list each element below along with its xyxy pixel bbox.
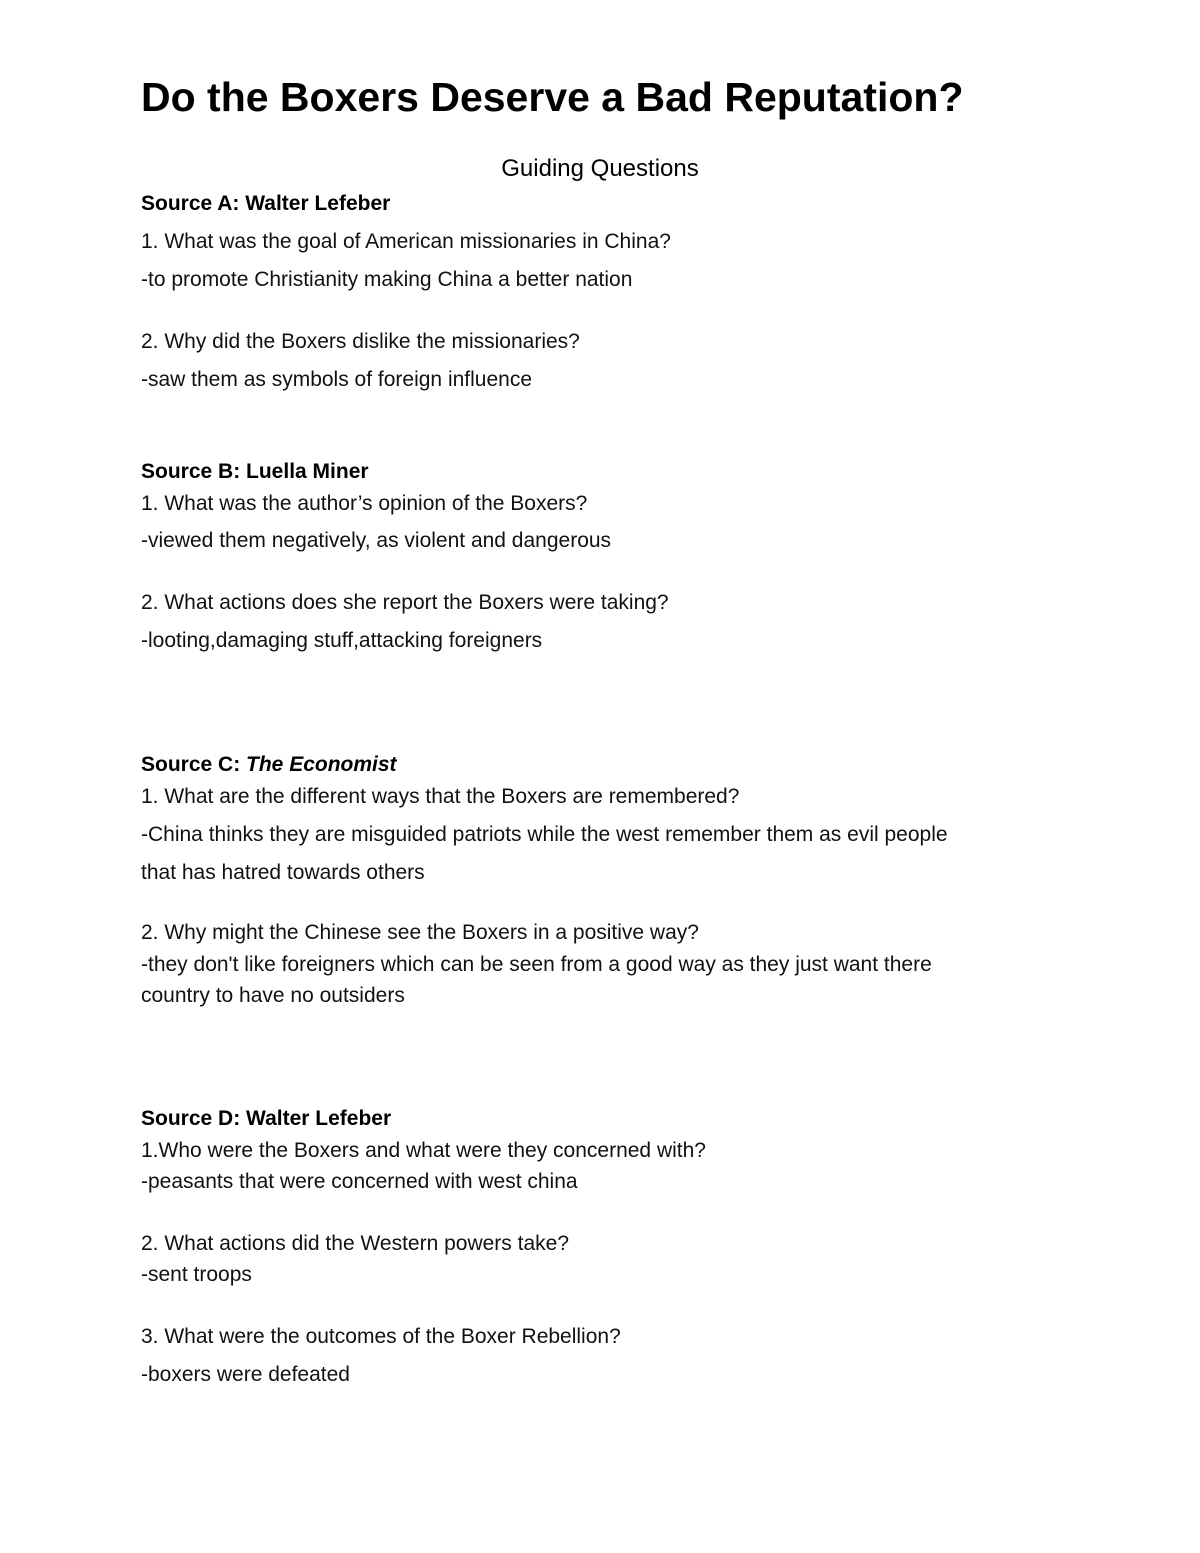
source-c-author: The Economist [246, 753, 397, 776]
source-d-heading [141, 1106, 391, 1132]
source-d-question-1: 1.Who were the Boxers and what were they concerned with? [141, 1139, 706, 1162]
source-c-answer-1-line-1: -China thinks they are misguided patriots while the west remember them as evil people [141, 823, 948, 846]
source-b-author: Luella Miner [246, 460, 369, 483]
source-a-answer-1: -to promote Christianity making China a better nation [141, 268, 633, 291]
source-a-question-1: 1. What was the goal of American missionaries in China? [141, 230, 671, 253]
source-b-question-1: 1. What was the author’s opinion of the Boxers? [141, 492, 588, 515]
source-d-label: Source D: [141, 1107, 247, 1130]
source-c-answer-2-line-1: -they don't like foreigners which can be seen from a good way as they just want there [141, 953, 932, 976]
source-b-heading [141, 459, 369, 485]
source-d-author: Walter Lefeber [246, 1107, 392, 1130]
source-a-author: Walter Lefeber [245, 192, 391, 215]
source-c-answer-2-line-2: country to have no outsiders [141, 984, 405, 1007]
source-c-answer-1-line-2: that has hatred towards others [141, 861, 425, 884]
source-b-answer-1: -viewed them negatively, as violent and dangerous [141, 529, 612, 552]
source-c-heading [141, 752, 397, 778]
source-a-answer-2: -saw them as symbols of foreign influence [141, 368, 533, 391]
source-b-question-2: 2. What actions does she report the Boxers were taking? [141, 591, 669, 614]
source-d-answer-3: -boxers were defeated [141, 1363, 350, 1386]
source-b-answer-2: -looting,damaging stuff,attacking foreigners [141, 629, 543, 652]
document-title: Do the Boxers Deserve a Bad Reputation? [141, 74, 964, 120]
source-a-label: Source A: [141, 192, 246, 215]
source-c-question-1: 1. What are the different ways that the Boxers are remembered? [141, 785, 740, 808]
source-a-heading [141, 191, 390, 217]
source-d-answer-2: -sent troops [141, 1263, 252, 1286]
source-d-question-2: 2. What actions did the Western powers take? [141, 1232, 569, 1255]
source-d-question-3: 3. What were the outcomes of the Boxer Rebellion? [141, 1325, 621, 1348]
document-subtitle: Guiding Questions [501, 155, 699, 182]
source-b-label: Source B: [141, 460, 247, 483]
source-d-answer-1: -peasants that were concerned with west china [141, 1170, 578, 1193]
source-c-label: Source C: [141, 753, 247, 776]
source-c-question-2: 2. Why might the Chinese see the Boxers in a positive way? [141, 921, 699, 944]
source-a-question-2: 2. Why did the Boxers dislike the missionaries? [141, 330, 580, 353]
